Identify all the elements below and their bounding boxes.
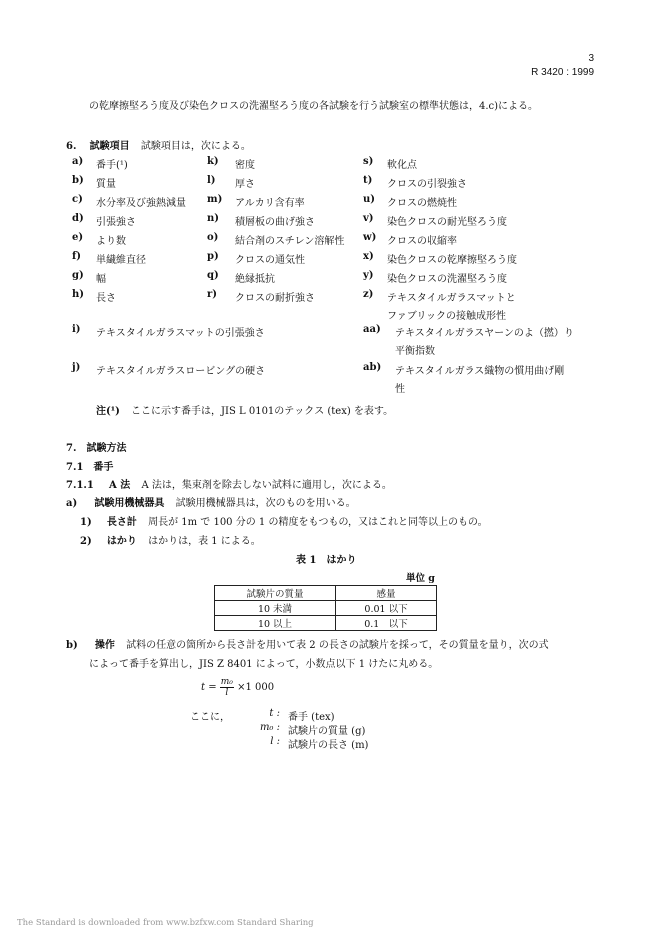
item-a-label: 試験用機械器具 bbox=[94, 498, 165, 509]
item-i-key: i) bbox=[72, 324, 81, 335]
section6-text: 試験項目は，次による。 bbox=[140, 141, 251, 152]
list-item-text: 厚さ bbox=[235, 179, 255, 190]
list-item-key: g) bbox=[72, 270, 84, 281]
definitions bbox=[240, 708, 440, 758]
note-1 bbox=[96, 402, 393, 417]
table1-unit: 単位 g bbox=[406, 573, 435, 584]
table1-title: 表 1 はかり bbox=[296, 555, 357, 566]
list-item bbox=[363, 289, 613, 323]
item-ab bbox=[363, 362, 613, 396]
table-header-row bbox=[215, 586, 437, 601]
list-item-key: w) bbox=[363, 232, 377, 243]
list-item-key: s) bbox=[363, 156, 374, 167]
list-item-text: 幅 bbox=[96, 274, 106, 285]
list-item-text: 結合剤のスチレン溶解性 bbox=[235, 236, 345, 247]
list-item-text: クロスの燃焼性 bbox=[387, 198, 457, 209]
definition-row bbox=[240, 722, 440, 736]
item-j-key: j) bbox=[72, 362, 81, 373]
items-column-2 bbox=[207, 156, 362, 316]
list-item-text: 長さ bbox=[96, 293, 116, 304]
list-item bbox=[363, 213, 613, 227]
list-item bbox=[72, 289, 202, 303]
where-label: ここに， bbox=[190, 712, 230, 723]
list-item bbox=[363, 232, 613, 246]
list-item-key: x) bbox=[363, 251, 374, 262]
list-item bbox=[72, 270, 202, 284]
formula-numerator: m₀ bbox=[220, 677, 233, 687]
item-b-key: b) bbox=[66, 640, 78, 651]
table-cell: 10 以上 bbox=[215, 616, 336, 631]
list-item-text: 引張強さ bbox=[96, 217, 136, 228]
item-aa bbox=[363, 324, 613, 358]
item-a1-key: 1) bbox=[80, 517, 92, 528]
list-item-key: n) bbox=[207, 213, 220, 224]
list-item-text: 絶縁抵抗 bbox=[235, 274, 275, 285]
list-item-key: m) bbox=[207, 194, 223, 205]
list-item-key: h) bbox=[72, 289, 85, 300]
definition-symbol: t : bbox=[269, 708, 280, 719]
table-row bbox=[215, 616, 437, 631]
definition-text: 番手 (tex) bbox=[288, 712, 335, 723]
list-item-text: 染色クロスの耐光堅ろう度 bbox=[387, 217, 507, 228]
item-a2-text: はかりは，表 1 による。 bbox=[148, 536, 261, 547]
list-item-key: p) bbox=[207, 251, 219, 262]
item-j-text: テキスタイルガラスロービングの硬さ bbox=[96, 366, 266, 377]
item-ab-text: テキスタイルガラス織物の慣用曲げ剛 bbox=[395, 366, 565, 377]
list-item-key: d) bbox=[72, 213, 84, 224]
list-item bbox=[363, 156, 613, 170]
item-i bbox=[72, 324, 352, 338]
list-item-key: t) bbox=[363, 175, 373, 186]
list-item bbox=[363, 194, 613, 208]
note-text: ここに示す番手は，JIS L 0101のテックス (tex) を表す。 bbox=[131, 406, 394, 417]
list-item bbox=[72, 251, 202, 265]
list-item-text: 水分率及び強熱減量 bbox=[96, 198, 186, 209]
item-a1-text: 周長が 1m で 100 分の 1 の精度をもつもの，又はこれと同等以上のもの。 bbox=[148, 517, 488, 528]
list-item-key: k) bbox=[207, 156, 219, 167]
list-item bbox=[207, 194, 362, 208]
list-item bbox=[72, 156, 202, 170]
standard-code: R 3420 : 1999 bbox=[531, 67, 594, 78]
table-cell: 0.01 以下 bbox=[336, 601, 437, 616]
list-item-text: 単繊維直径 bbox=[96, 255, 146, 266]
item-a-key: a) bbox=[66, 498, 78, 509]
list-item-key: v) bbox=[363, 213, 374, 224]
item-a2-balance bbox=[80, 532, 261, 547]
item-b-text2: によって番手を算出し，JIS Z 8401 によって，小数点以下 1 けたに丸める。 bbox=[89, 659, 439, 670]
section711-text: A 法は，集束剤を除去しない試料に適用し，次による。 bbox=[141, 480, 392, 491]
list-item-key: e) bbox=[72, 232, 84, 243]
item-aa-text: テキスタイルガラスヤーンのよ（撚）り bbox=[395, 328, 574, 339]
section711 bbox=[66, 476, 392, 491]
list-item bbox=[207, 213, 362, 227]
section71-title: 7.1 番手 bbox=[66, 462, 114, 473]
table-header-mass: 試験片の質量 bbox=[215, 586, 336, 601]
item-ab-key: ab) bbox=[363, 362, 382, 373]
list-item-text: アルカリ含有率 bbox=[235, 198, 305, 209]
intro-text: の乾摩擦堅ろう度及び染色クロスの洗濯堅ろう度の各試験を行う試験室の標準状態は，4.c)による。 bbox=[89, 101, 539, 112]
list-item-text-continued: ファブリックの接触成形性 bbox=[387, 311, 506, 322]
item-a1-label: 長さ計 bbox=[106, 517, 137, 528]
list-item-text: クロスの通気性 bbox=[235, 255, 305, 266]
definition-text: 試験片の長さ (m) bbox=[288, 740, 369, 751]
note-label: 注(¹) bbox=[96, 406, 120, 417]
list-item bbox=[72, 213, 202, 227]
list-item-text: より数 bbox=[96, 236, 126, 247]
formula-lhs: t = bbox=[201, 682, 217, 693]
list-item-key: b) bbox=[72, 175, 84, 186]
section6-number: 6. bbox=[66, 141, 77, 152]
table-cell: 0.1 以下 bbox=[336, 616, 437, 631]
section711-number: 7.1.1 bbox=[66, 480, 94, 491]
item-j bbox=[72, 362, 352, 376]
footer-watermark: The Standard is downloaded from www.bzfxw.com Standard Sharing bbox=[17, 918, 314, 928]
item-a1-length-gauge bbox=[80, 513, 488, 528]
list-item-key: o) bbox=[207, 232, 219, 243]
list-item bbox=[72, 194, 202, 208]
list-item-key: a) bbox=[72, 156, 84, 167]
list-item-text: クロスの引裂強さ bbox=[387, 179, 467, 190]
list-item bbox=[72, 175, 202, 189]
definition-row bbox=[240, 708, 440, 722]
list-item-text: 質量 bbox=[96, 179, 116, 190]
item-ab-text2: 性 bbox=[395, 384, 405, 395]
list-item-text: テキスタイルガラスマットと bbox=[387, 293, 516, 304]
table-cell: 10 未満 bbox=[215, 601, 336, 616]
list-item bbox=[207, 156, 362, 170]
definition-row bbox=[240, 736, 440, 750]
item-a-apparatus bbox=[66, 494, 356, 509]
item-b-text1: 試料の任意の箇所から長さ計を用いて表 2 の長さの試験片を採って，その質量を量り，次の式 bbox=[126, 640, 549, 651]
list-item-key: f) bbox=[72, 251, 82, 262]
list-item-text: 軟化点 bbox=[387, 160, 417, 171]
formula bbox=[201, 677, 274, 698]
list-item bbox=[207, 251, 362, 265]
list-item-key: l) bbox=[207, 175, 216, 186]
item-aa-text2: 平衡指数 bbox=[395, 346, 435, 357]
items-column-1 bbox=[72, 156, 202, 316]
section6-heading bbox=[66, 137, 251, 152]
formula-denominator: l bbox=[225, 688, 229, 698]
list-item-key: r) bbox=[207, 289, 217, 300]
definition-text: 試験片の質量 (g) bbox=[288, 726, 366, 737]
list-item bbox=[207, 175, 362, 189]
list-item-text: クロスの耐折強さ bbox=[235, 293, 315, 304]
list-item bbox=[207, 232, 362, 246]
items-column-3 bbox=[363, 156, 613, 331]
item-b-label: 操作 bbox=[94, 640, 115, 651]
list-item-key: y) bbox=[363, 270, 374, 281]
list-item-text: 染色クロスの洗濯堅ろう度 bbox=[387, 274, 507, 285]
formula-rhs: ×1 000 bbox=[237, 682, 275, 693]
list-item-key: u) bbox=[363, 194, 376, 205]
list-item-key: c) bbox=[72, 194, 83, 205]
list-item-text: 積層板の曲げ強さ bbox=[235, 217, 315, 228]
page-number: 3 bbox=[588, 53, 594, 64]
list-item bbox=[363, 251, 613, 265]
section6-title: 試験項目 bbox=[89, 141, 130, 152]
list-item bbox=[207, 270, 362, 284]
item-b-operation bbox=[66, 636, 549, 651]
list-item-key: z) bbox=[363, 289, 374, 300]
section7-title: 7. 試験方法 bbox=[66, 443, 127, 454]
list-item-text: 染色クロスの乾摩擦堅ろう度 bbox=[387, 255, 517, 266]
list-item bbox=[72, 232, 202, 246]
list-item bbox=[363, 270, 613, 284]
list-item bbox=[363, 175, 613, 189]
list-item-key: q) bbox=[207, 270, 219, 281]
item-aa-key: aa) bbox=[363, 324, 381, 335]
list-item-text: 密度 bbox=[235, 160, 255, 171]
list-item bbox=[207, 289, 362, 303]
definition-symbol: l : bbox=[270, 736, 280, 747]
list-item-text: 番手(¹) bbox=[96, 160, 128, 171]
table-row bbox=[215, 601, 437, 616]
table1 bbox=[214, 585, 437, 631]
list-item-text: クロスの収縮率 bbox=[387, 236, 457, 247]
definition-symbol: m₀ : bbox=[259, 722, 280, 733]
item-a2-label: はかり bbox=[106, 536, 137, 547]
item-i-text: テキスタイルガラスマットの引張強さ bbox=[96, 328, 265, 339]
formula-fraction bbox=[220, 677, 234, 698]
item-a-text: 試験用機械器具は，次のものを用いる。 bbox=[175, 498, 356, 509]
table-header-sensitivity: 感量 bbox=[336, 586, 437, 601]
section711-label: A 法 bbox=[109, 480, 131, 491]
item-a2-key: 2) bbox=[80, 536, 92, 547]
